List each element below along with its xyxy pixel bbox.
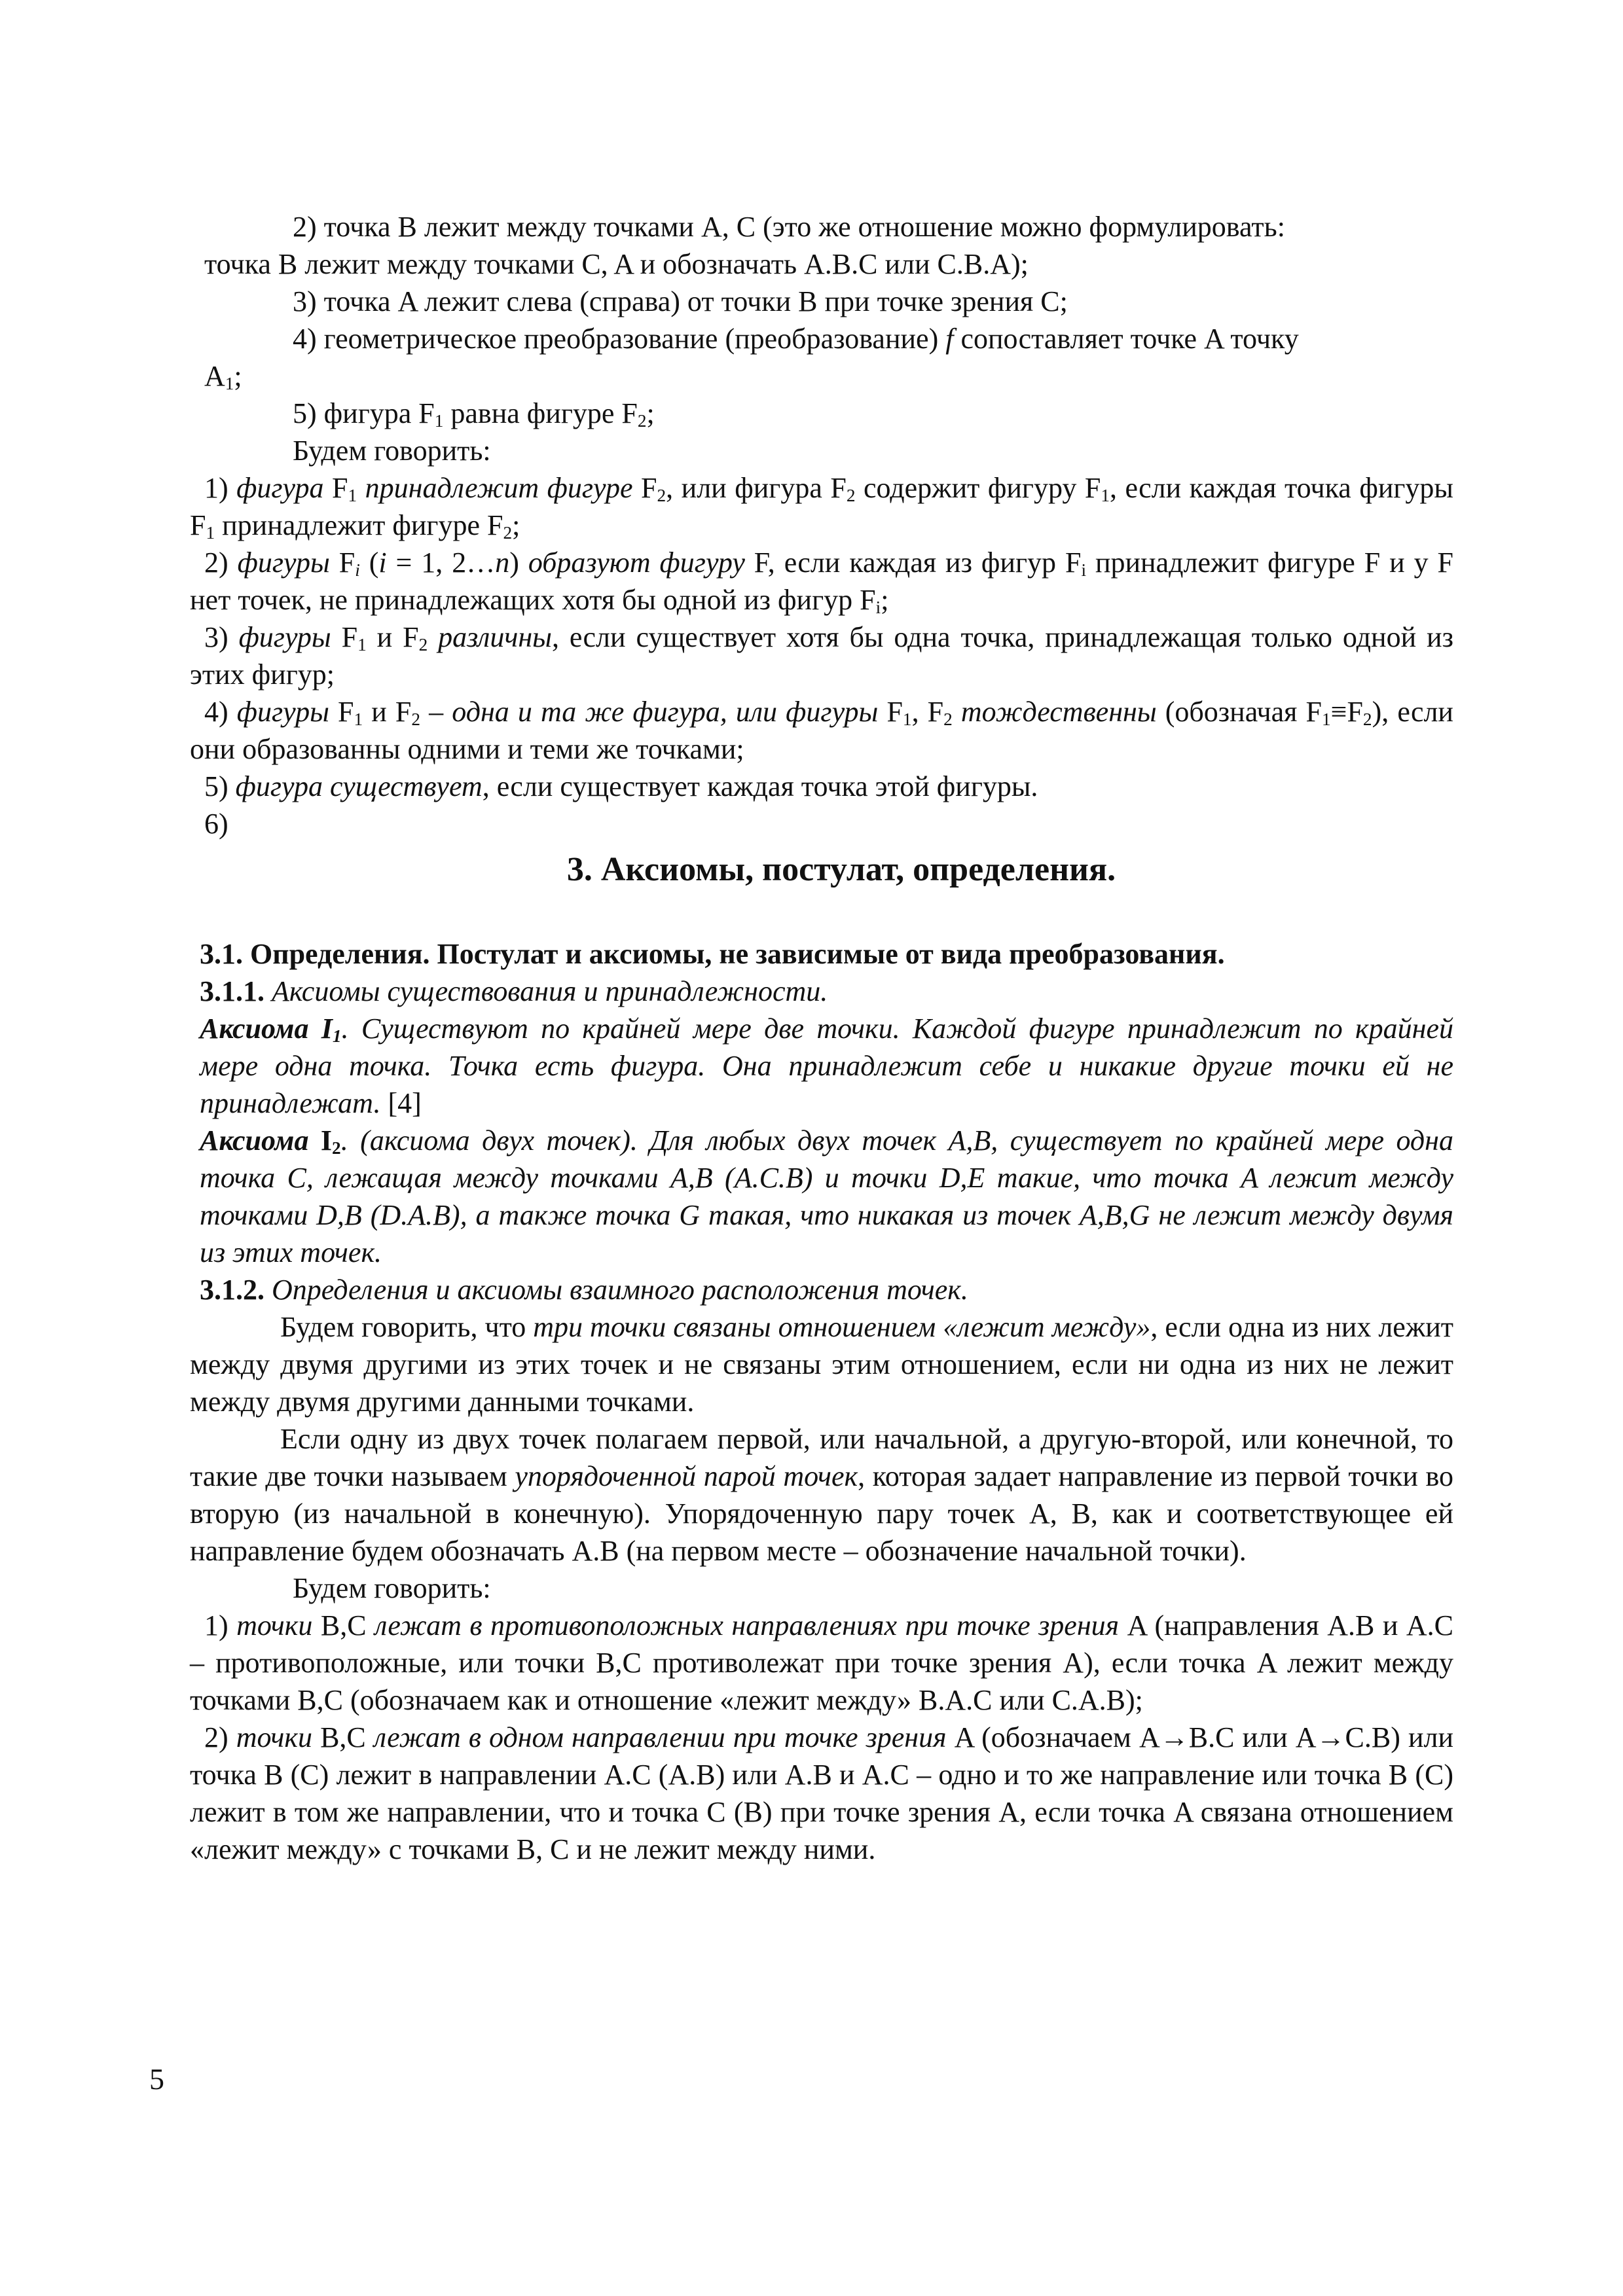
section-title: 3. Аксиомы, постулат, определения. [566, 851, 1116, 888]
body-say: Будем говорить: [293, 1572, 491, 1604]
relation-1: 1) точки B,C лежат в противоположных направлениях при точке зрения A (направления A.B и A.C – противоположные, или точки B,C противолежат при точке зрения A), если точка A лежит между точками B,C (обозначаем как и отношение «лежит между» B.A.C или C.A.B); [190, 1609, 1453, 1716]
axiom-i1: Аксиома $I_1$. Существуют по крайней мере две точки. Каждой фигуре принадлежит по крайней мере одна точка. Точка есть фигура. Она принадлежит себе и никакие другие точки ей не принадлежат. [4] [200, 1013, 1453, 1119]
intro-item-4-cont: $A_1$; [204, 360, 242, 393]
definition-6: 6) [204, 808, 228, 840]
intro-say: Будем говорить: [293, 435, 491, 467]
definition-5: 5) фигура существует, если существует каждая точка этой фигуры. [204, 770, 1038, 802]
intro-item-5: 5) фигура $F_1$ равна фигуре $F_2$; [293, 397, 655, 431]
subsection-3-1: 3.1. Определения. Постулат и аксиомы, не зависимые от вида преобразования. [200, 938, 1225, 970]
definition-3: 3) фигуры $F_1$ и $F_2$ различны, если существует хотя бы одна точка, принадлежащая только одной из этих фигур; [190, 621, 1453, 691]
subsection-3-1-2: 3.1.2. Определения и аксиомы взаимного расположения точек. [200, 1274, 968, 1306]
intro-item-2-cont: точка B лежит между точками C, A и обозначать A.B.C или C.B.A); [204, 248, 1029, 280]
axiom-i2: Аксиома $I_2$. (аксиома двух точек). Для любых двух точек A,B, существует по крайней мере одна точка C, лежащая между точками A,B (A.C.B) и точки D,E такие, что точка A лежит между точками D,B (D.A.B), а также точка G такая, что никакая из точек A,B,G не лежит между двумя из этих точек. [200, 1124, 1453, 1268]
intro-item-4: 4) геометрическое преобразование (преобразование) f сопоставляет точке A точку [293, 323, 1299, 355]
definition-1: 1) фигура $F_1$ принадлежит фигуре $F_2$, или фигура $F_2$ содержит фигуру $F_1$, если каждая точка фигуры $F_1$ принадлежит фигуре $F_2$; [190, 472, 1453, 543]
document-page [190, 208, 1453, 1868]
subsection-3-1-1: 3.1.1. Аксиомы существования и принадлежности. [200, 975, 828, 1007]
definition-4: 4) фигуры $F_1$ и $F_2$ – одна и та же фигура, или фигуры $F_1$, $F_2$ тождественны (обозначая $F_1\equiv F_2$), если они образованны одними и теми же точками; [190, 696, 1453, 765]
relation-2: 2) точки B,C лежат в одном направлении при точке зрения A (обозначаем A→B.C или A→C.B) или точка B (C) лежит в направлении A.C (A.B) или A.B и A.C – одно и то же направление или точка B (C) лежит в том же направлении, что и точка C (B) при точке зрения A, если точка A связана отношением «лежит между» с точками B, C и не лежит между ними. [190, 1721, 1453, 1865]
page-number: 5 [149, 2062, 164, 2096]
body-paragraph-2: Если одну из двух точек полагаем первой, или начальной, а другую-второй, или конечной, то такие две точки называем упорядоченной парой точек, которая задает направление из первой точки во вторую (из начальной в конечную). Упорядоченную пару точек A, B, как и соответствующее ей направление будем обозначать A.B (на первом месте – обозначение начальной точки). [190, 1423, 1453, 1567]
body-paragraph-1: Будем говорить, что три точки связаны отношением «лежит между», если одна из них лежит между двумя другими из этих точек и не связаны этим отношением, если ни одна из них не лежит между двумя другими данными точками. [190, 1311, 1453, 1418]
intro-item-3: 3) точка A лежит слева (справа) от точки B при точке зрения C; [293, 285, 1068, 317]
definition-2: 2) фигуры $F_i$ (i = 1, 2…n) образуют фигуру F, если каждая из фигур $F_i$ принадлежит фигуре F и у F нет точек, не принадлежащих хотя бы одной из фигур $F_i$; [190, 547, 1454, 617]
intro-item-2: 2) точка B лежит между точками A, C (это же отношение можно формулировать: [293, 211, 1285, 243]
